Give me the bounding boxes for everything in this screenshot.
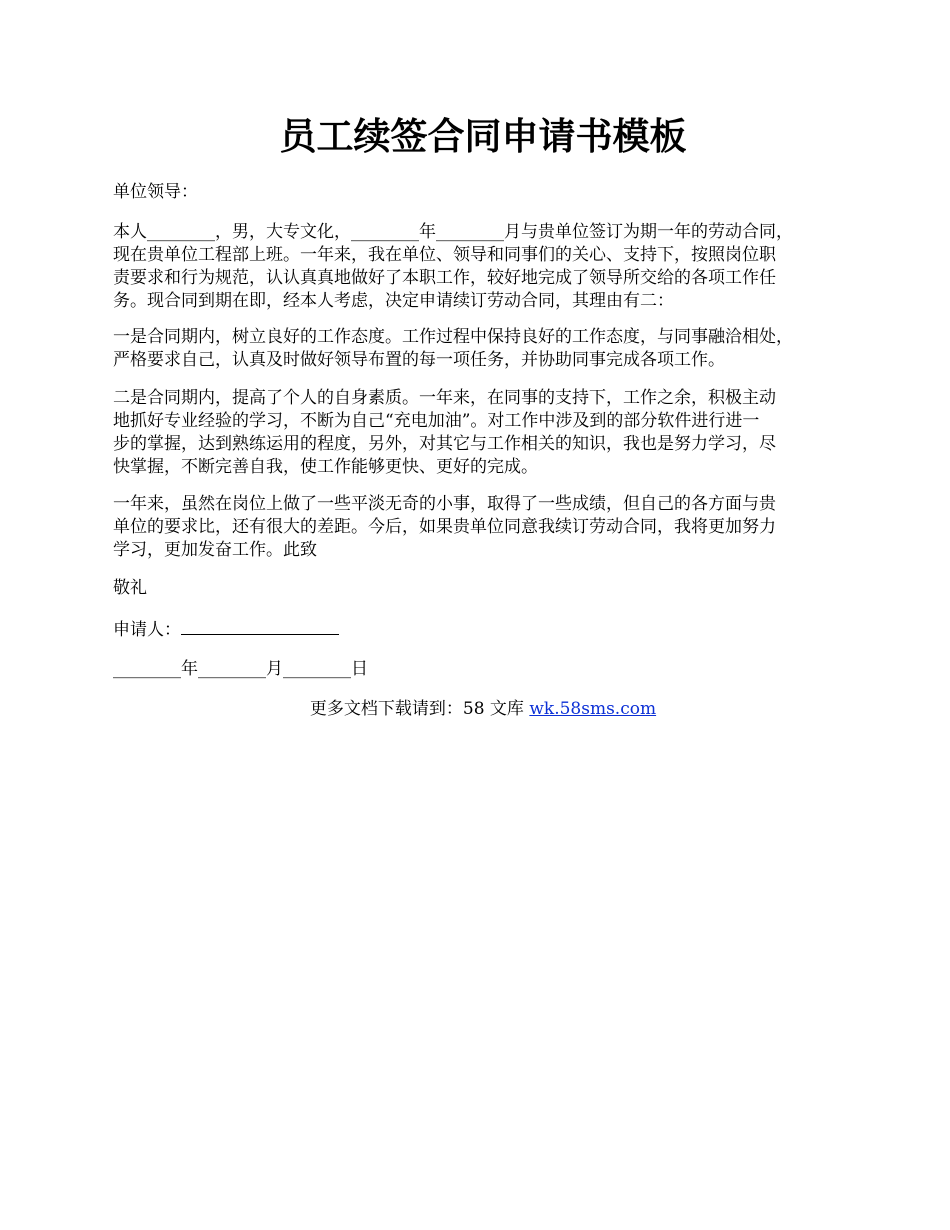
paragraph-line: 学习，更加发奋工作。此致 [113, 540, 317, 560]
paragraph-line: 严格要求自己，认真及时做好领导布置的每一项任务，并协助同事完成各项工作。 [113, 350, 725, 370]
paragraph-line: 地抓好专业经验的学习，不断为自己“充电加油”。对工作中涉及到的部分软件进行进一 [113, 411, 760, 431]
paragraph-line: 单位的要求比，还有很大的差距。今后，如果贵单位同意我续订劳动合同，我将更加努力 [113, 517, 776, 537]
paragraph-line: 一年来，虽然在岗位上做了一些平淡无奇的小事，取得了一些成绩，但自己的各方面与贵 [113, 494, 776, 514]
paragraph-line: 步的掌握，达到熟练运用的程度，另外，对其它与工作相关的知识，我也是努力学习，尽 [113, 434, 776, 454]
paragraph-4 [113, 493, 853, 562]
paragraph-3 [113, 387, 853, 479]
signature-blank-line [181, 617, 339, 635]
paragraph-2 [113, 326, 853, 372]
paragraph-line: 一是合同期内，树立良好的工作态度。工作过程中保持良好的工作态度，与同事融洽相处， [113, 327, 793, 347]
paragraph-line: 快掌握，不断完善自我，使工作能够更快、更好的完成。 [113, 457, 538, 477]
applicant-label: 申请人： [113, 620, 181, 640]
paragraph-line: 务。现合同到期在即，经本人考虑，决定申请续订劳动合同，其理由有二： [113, 291, 674, 311]
paragraph-line: 责要求和行为规范，认认真真地做好了本职工作，较好地完成了领导所交给的各项工作任 [113, 268, 776, 288]
footer [113, 698, 853, 721]
paragraph-line: 二是合同期内，提高了个人的自身素质。一年来，在同事的支持下，工作之余，积极主动 [113, 388, 776, 408]
date-line: ________年________月________日 [113, 659, 368, 679]
paragraph-line: 现在贵单位工程部上班。一年来，我在单位、领导和同事们的关心、支持下，按照岗位职 [113, 245, 776, 265]
paragraph-line: 本人________，男，大专文化，________年________月与贵单位签订为期一年的劳动合同， [113, 222, 793, 242]
applicant-signature [113, 617, 853, 642]
paragraph-1 [113, 221, 853, 313]
closing: 敬礼 [113, 578, 147, 598]
footer-link[interactable]: wk.58sms.com [529, 699, 657, 719]
footer-text: 更多文档下载请到：58 文库 [309, 699, 530, 719]
salutation: 单位领导： [113, 182, 198, 202]
document-title: 员工续签合同申请书模板 [279, 114, 687, 158]
